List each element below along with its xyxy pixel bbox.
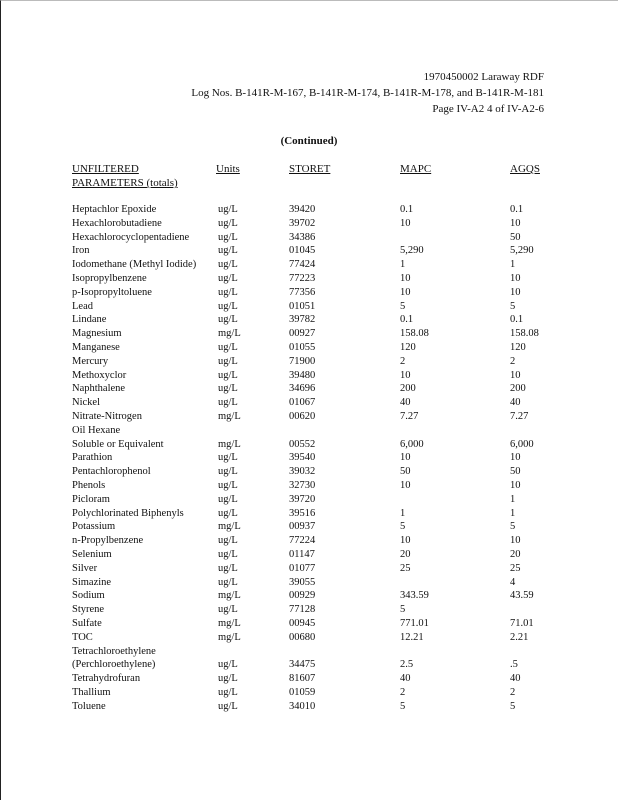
agqs-cell: 7.27 [510,410,529,422]
table-row [0,300,618,314]
mapc-cell: 20 [400,548,411,560]
parameter-cell: Tetrachloroethylene [72,645,156,657]
units-cell: ug/L [218,204,238,215]
continued-label: (Continued) [280,135,338,147]
mapc-cell: 25 [400,562,411,574]
parameter-cell: Silver [72,562,98,574]
units-cell: ug/L [218,479,238,491]
agqs-cell: 10 [510,535,521,547]
storet-cell: 39032 [289,466,316,478]
units-cell: ug/L [218,507,238,519]
mapc-cell: 2 [400,355,406,367]
units-cell: ug/L [218,397,238,409]
units-cell: mg/L [218,590,241,602]
mapc-cell: 10 [400,479,411,491]
storet-cell: 01051 [289,300,316,312]
storet-cell: 77128 [289,604,316,616]
document-header [191,69,544,117]
table-row [0,438,618,452]
storet-cell: 00929 [289,590,316,602]
parameter-cell: Soluble or Equivalent [72,438,164,450]
units-cell: mg/L [218,328,241,340]
parameter-cell: Lindane [72,314,107,326]
storet-cell: 77224 [289,535,316,547]
mapc-cell: 10 [400,272,411,284]
storet-cell: 01059 [289,686,316,698]
table-row [0,672,618,686]
units-cell: ug/L [218,673,238,685]
storet-cell: 39055 [289,576,316,588]
column-header-agqs: AGQS [510,163,540,175]
agqs-cell: 10 [510,479,521,491]
mapc-cell: 10 [400,217,411,229]
agqs-cell: 5,290 [510,245,534,257]
mapc-cell: 10 [400,535,411,547]
agqs-cell: 50 [510,466,521,478]
storet-cell: 77223 [289,272,316,284]
storet-cell: 39702 [289,217,316,229]
agqs-cell: 0.1 [510,204,524,215]
mapc-cell: 12.21 [400,631,424,643]
column-header-parameters-sub: PARAMETERS (totals) [72,177,178,189]
storet-cell: 34386 [289,231,316,243]
mapc-cell: 2.5 [400,659,414,671]
agqs-cell: 1 [510,493,516,505]
mapc-cell: 40 [400,397,411,409]
units-cell: ug/L [218,659,238,671]
mapc-cell: 200 [400,383,416,395]
table-row [0,507,618,521]
parameter-cell: Thallium [72,686,111,698]
agqs-cell: 40 [510,673,521,685]
mapc-cell: 5 [400,521,406,533]
table-row [0,410,618,424]
storet-cell: 39516 [289,507,316,519]
storet-cell: 39720 [289,493,316,505]
units-cell: ug/L [218,272,238,284]
agqs-cell: 50 [510,231,521,243]
agqs-cell: 1 [510,507,516,519]
units-cell: ug/L [218,604,238,616]
units-cell: ug/L [218,686,238,698]
parameter-cell: Picloram [72,493,110,505]
table-row [0,451,618,465]
mapc-cell: 5,290 [400,245,424,257]
agqs-cell: 2 [510,355,516,367]
storet-cell: 39480 [289,369,316,381]
agqs-cell: 10 [510,217,521,229]
units-cell: ug/L [218,383,238,395]
agqs-cell: 0.1 [510,314,524,326]
parameter-cell: Magnesium [72,328,122,340]
storet-cell: 34696 [289,383,316,395]
agqs-cell: 4 [510,576,516,588]
storet-cell: 01067 [289,397,316,409]
units-cell: ug/L [218,341,238,353]
table-row [0,617,618,631]
table-row [0,562,618,576]
mapc-cell: 10 [400,286,411,298]
mapc-cell: 10 [400,369,411,381]
storet-cell: 81607 [289,673,316,685]
table-row [0,382,618,396]
units-cell: mg/L [218,617,241,629]
table-row [0,700,618,714]
table-row [0,313,618,327]
table-row [0,686,618,700]
mapc-cell: 5 [400,700,406,712]
table-row [0,355,618,369]
units-cell: ug/L [218,217,238,229]
table-row [0,244,618,258]
units-cell: ug/L [218,369,238,381]
units-cell: ug/L [218,535,238,547]
storet-cell: 01045 [289,245,316,257]
column-header-units: Units [216,163,240,175]
header-log-numbers: Log Nos. B-141R-M-167, B-141R-M-174, B-141R-M-178, and B-141R-M-181 [191,87,544,99]
agqs-cell: 158.08 [510,328,539,340]
table-row [0,341,618,355]
units-cell: ug/L [218,700,238,712]
parameter-cell: Nickel [72,397,100,409]
parameter-cell: Phenols [72,479,106,491]
mapc-cell: 343.59 [400,590,429,602]
agqs-cell: 6,000 [510,438,534,450]
table-row [0,548,618,562]
parameter-cell: Hexachlorocyclopentadiene [72,231,190,243]
parameter-cell: Manganese [72,341,120,353]
parameter-cell: p-Isopropyltoluene [72,286,152,298]
table-row [0,272,618,286]
parameter-cell: Pentachlorophenol [72,466,151,478]
table-row [0,479,618,493]
units-cell: ug/L [218,231,238,243]
parameter-cell: Polychlorinated Biphenyls [72,507,184,519]
units-cell: mg/L [218,631,241,643]
table-row [0,534,618,548]
parameter-cell: Iron [72,245,90,257]
table-row [0,465,618,479]
agqs-cell: 10 [510,286,521,298]
units-cell: ug/L [218,548,238,560]
units-cell: ug/L [218,245,238,257]
parameter-cell: Lead [72,300,93,312]
table-row [0,369,618,383]
parameter-cell: Naphthalene [72,383,126,395]
mapc-cell: 10 [400,452,411,464]
column-header-mapc: MAPC [400,163,432,175]
agqs-cell: 5 [510,521,516,533]
units-cell: ug/L [218,355,238,367]
agqs-cell: 10 [510,369,521,381]
storet-cell: 01077 [289,562,316,574]
storet-cell: 39540 [289,452,316,464]
table-row [0,327,618,341]
storet-cell: 71900 [289,355,316,367]
mapc-cell: 50 [400,466,411,478]
mapc-cell: 120 [400,341,416,353]
parameter-cell: Oil Hexane [72,424,121,436]
parameter-cell: Sulfate [72,617,102,629]
agqs-cell: 40 [510,397,521,409]
storet-cell: 39420 [289,204,316,215]
table-row [0,493,618,507]
parameter-cell: Nitrate-Nitrogen [72,410,142,422]
parameter-table [0,203,618,713]
mapc-cell: 1 [400,507,406,519]
units-cell: mg/L [218,438,241,450]
storet-cell: 00927 [289,328,316,340]
parameter-cell: Sodium [72,590,105,602]
storet-cell: 00620 [289,410,316,422]
mapc-cell: 5 [400,604,406,616]
mapc-cell: 771.01 [400,617,429,629]
agqs-cell: 20 [510,548,521,560]
mapc-cell: 5 [400,300,406,312]
agqs-cell: .5 [510,659,518,671]
table-row [0,589,618,603]
mapc-cell: 7.27 [400,410,419,422]
units-cell: ug/L [218,576,238,588]
agqs-cell: 43.59 [510,590,534,602]
agqs-cell: 25 [510,562,521,574]
parameter-cell: TOC [72,631,93,643]
parameter-cell: (Perchloroethylene) [72,659,156,671]
agqs-cell: 71.01 [510,617,534,629]
table-row [0,658,618,672]
units-cell: ug/L [218,466,238,478]
storet-cell: 32730 [289,479,316,491]
storet-cell: 77356 [289,286,316,298]
storet-cell: 34475 [289,659,316,671]
agqs-cell: 5 [510,300,516,312]
units-cell: ug/L [218,452,238,464]
units-cell: mg/L [218,521,241,533]
table-row [0,520,618,534]
mapc-cell: 1 [400,259,406,271]
table-row [0,645,618,659]
storet-cell: 00680 [289,631,316,643]
storet-cell: 00937 [289,521,316,533]
mapc-cell: 40 [400,673,411,685]
parameter-cell: Tetrahydrofuran [72,673,141,685]
table-row [0,631,618,645]
table-row [0,286,618,300]
table-row [0,217,618,231]
mapc-cell: 0.1 [400,204,414,215]
units-cell: mg/L [218,410,241,422]
agqs-cell: 5 [510,700,516,712]
table-row [0,203,618,217]
mapc-cell: 2 [400,686,406,698]
header-facility-id: 1970450002 Laraway RDF [423,71,544,83]
parameter-cell: Isopropylbenzene [72,272,147,284]
header-page-number: Page IV-A2 4 of IV-A2-6 [432,103,544,115]
storet-cell: 01055 [289,341,316,353]
table-row [0,424,618,438]
parameter-cell: n-Propylbenzene [72,535,144,547]
parameter-cell: Iodomethane (Methyl Iodide) [72,259,197,271]
storet-cell: 34010 [289,700,316,712]
parameter-cell: Potassium [72,521,116,533]
parameter-cell: Styrene [72,604,105,616]
storet-cell: 01147 [289,548,315,560]
agqs-cell: 120 [510,341,526,353]
table-row [0,258,618,272]
parameter-cell: Simazine [72,576,112,588]
storet-cell: 77424 [289,259,316,271]
mapc-cell: 158.08 [400,328,429,340]
units-cell: ug/L [218,493,238,505]
column-header-storet: STORET [289,163,331,175]
units-cell: ug/L [218,286,238,298]
mapc-cell: 0.1 [400,314,414,326]
agqs-cell: 200 [510,383,526,395]
storet-cell: 39782 [289,314,316,326]
parameter-cell: Methoxyclor [72,369,127,381]
units-cell: ug/L [218,562,238,574]
parameter-cell: Toluene [72,700,106,712]
agqs-cell: 1 [510,259,516,271]
agqs-cell: 2 [510,686,516,698]
agqs-cell: 10 [510,272,521,284]
table-row [0,603,618,617]
table-row [0,231,618,245]
mapc-cell: 6,000 [400,438,424,450]
agqs-cell: 10 [510,452,521,464]
parameter-cell: Mercury [72,355,109,367]
table-row [0,576,618,590]
parameter-cell: Hexachlorobutadiene [72,217,162,229]
agqs-cell: 2.21 [510,631,529,643]
units-cell: ug/L [218,259,238,271]
parameter-cell: Parathion [72,452,113,464]
parameter-cell: Heptachlor Epoxide [72,204,157,215]
storet-cell: 00945 [289,617,316,629]
column-header-parameters: UNFILTERED [72,163,139,175]
units-cell: ug/L [218,314,238,326]
parameter-cell: Selenium [72,548,112,560]
storet-cell: 00552 [289,438,316,450]
table-row [0,396,618,410]
units-cell: ug/L [218,300,238,312]
